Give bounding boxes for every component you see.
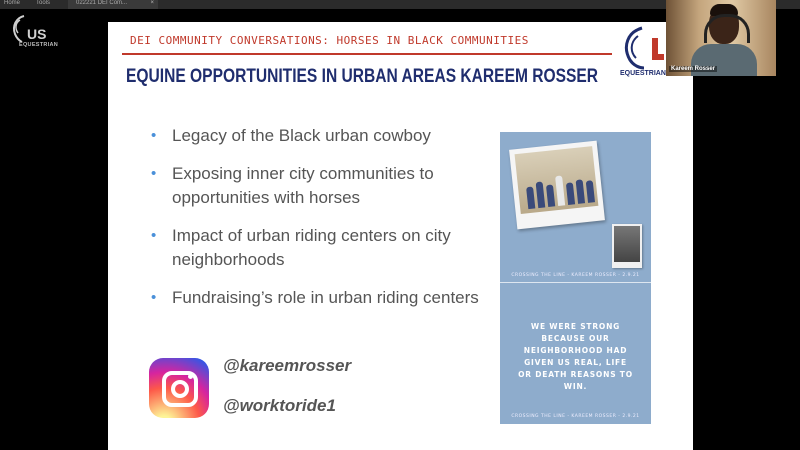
- participant-name: Kareem Rosser: [671, 66, 716, 72]
- presentation-slide: [108, 22, 693, 450]
- header-divider: [122, 53, 612, 55]
- tab-home[interactable]: Home: [4, 0, 21, 6]
- bullet-text: Fundraising’s role in urban riding centers: [172, 288, 479, 307]
- poster-caption-top: CROSSING THE LINE - KAREEM ROSSER - 2.9.21: [511, 273, 640, 278]
- book-quote-poster: [500, 132, 651, 424]
- participant-video-tile[interactable]: [666, 0, 776, 76]
- bullet-item: [148, 162, 488, 210]
- tab-document-label: 022221 DEI Com...: [76, 0, 128, 6]
- tab-tools[interactable]: Tools: [36, 0, 51, 6]
- bullet-dot: •: [151, 165, 157, 182]
- rider-photo: [612, 224, 642, 268]
- tab-document[interactable]: [68, 0, 158, 9]
- bullet-dot: •: [151, 289, 157, 306]
- horse-brand-icon: [620, 24, 670, 70]
- poster-quote: WE WERE STRONG BECAUSE OUR NEIGHBORHOOD HAD GIVEN US REAL, LIFE OR DEATH REASONS TO WIN.: [518, 322, 633, 391]
- headphones-icon: [704, 14, 750, 43]
- bullet-dot: •: [151, 227, 157, 244]
- bullet-item: [148, 224, 488, 272]
- brand-text: EQUESTRIAN: [620, 70, 666, 77]
- bullet-item: [148, 124, 488, 148]
- us-equestrian-logo: [10, 14, 59, 54]
- bullet-text: Impact of urban riding centers on city neighborhoods: [172, 226, 451, 269]
- poster-caption-bottom: CROSSING THE LINE - KAREEM ROSSER - 2.9.21: [511, 414, 640, 419]
- instagram-icon: [149, 358, 209, 418]
- bullet-text: Legacy of the Black urban cowboy: [172, 126, 431, 145]
- poster-divider: [500, 282, 651, 283]
- close-tab-icon[interactable]: ×: [150, 0, 154, 6]
- slide-header: DEI COMMUNITY CONVERSATIONS: HORSES IN BLACK COMMUNITIES: [130, 34, 529, 47]
- instagram-handle-kareemrosser: @kareemrosser: [223, 356, 352, 375]
- bullet-list: [148, 124, 488, 324]
- group-photo: [509, 141, 605, 230]
- bullet-item: [148, 286, 488, 310]
- instagram-handle-worktoride: @worktoride1: [223, 396, 336, 415]
- logo-letters: US: [27, 26, 47, 42]
- logo-subtitle: EQUESTRIAN: [19, 42, 59, 48]
- slide-title: EQUINE OPPORTUNITIES IN URBAN AREAS KAREEM ROSSER: [126, 66, 599, 87]
- bullet-text: Exposing inner city communities to opportunities with horses: [172, 164, 434, 207]
- bullet-dot: •: [151, 127, 157, 144]
